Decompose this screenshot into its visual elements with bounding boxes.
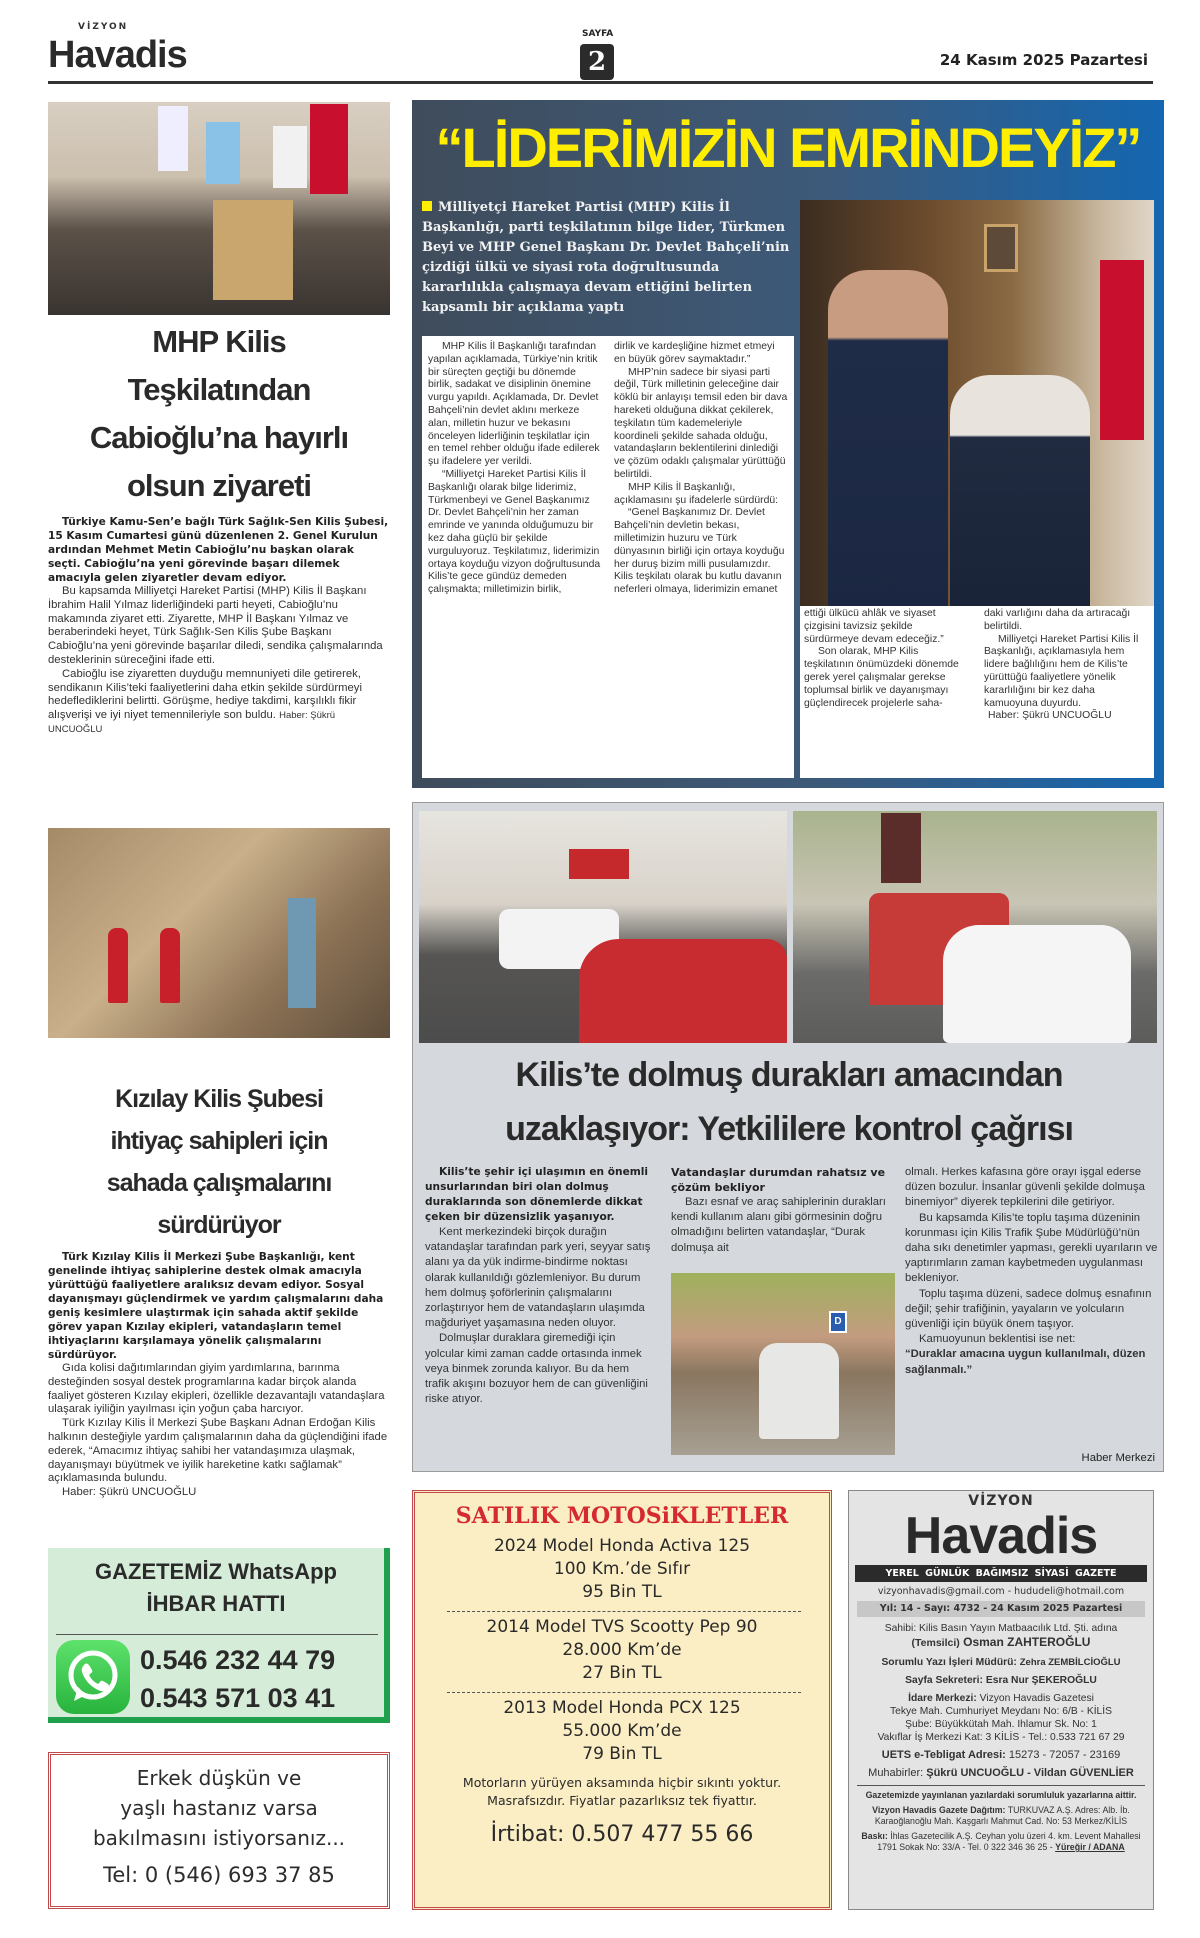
union-banner	[206, 122, 240, 184]
ad-phone[interactable]: Tel: 0 (546) 693 37 85	[103, 1863, 335, 1887]
headline-line: sahada çalışmalarını	[106, 1169, 332, 1197]
moto-note	[415, 1774, 829, 1810]
story-paragraph: “Genel Başkanımız Dr. Devlet Bahçeli’nin devletin bekası, milletimizin huzuru ve Türk dünyasının birliği için ortaya koyduğu her duruş bizim milli pusulamızdır. Kilis teşkilatı olarak bu kutlu davanın neferleri olmaya, liderimizin emanet	[614, 507, 785, 596]
story-paragraph	[48, 668, 390, 737]
headline-line: sürdürüyor	[157, 1211, 281, 1239]
feature-article	[412, 100, 1164, 788]
owner-name: Osman ZAHTEROĞLU	[963, 1635, 1091, 1649]
headline-line: Cabioğlu’na hayırlı	[89, 420, 349, 455]
issue-date: 24 Kasım 2025 Pazartesi	[939, 51, 1148, 69]
headline-line: olsun ziyareti	[126, 468, 312, 503]
divider	[56, 1634, 378, 1635]
care-ad	[48, 1752, 390, 1909]
meeting-table	[213, 200, 293, 300]
feature-photo	[800, 200, 1154, 606]
imprint-logo: Havadis	[904, 1507, 1098, 1565]
story-paragraph: MHP Kilis İl Başkanlığı tarafından yapılan açıklamada, Türkiye’nin kritik bir süreçten geçtiği bu dönemde birlik, sadakat ve disiplinin önemine vurgu yapıldı. Açıklamada, Dr. Devlet Bahçeli’nin devlet aklını merkeze alan, milletin huzur ve bekasını önceleyen liderliğinin teşkilatlar için en temel rehber olduğu ifade edilerek şu ifadelere yer verildi.	[428, 341, 600, 468]
moto-price: 79 Bin TL	[582, 1744, 662, 1764]
story-paragraph: Son olarak, MHP Kilis teşkilatının önümüzdeki dönemde gerek yerel çalışmalar gerekse toplumsal birlik ve dayanışmayı güçlendirecek projelerle saha-	[804, 646, 959, 709]
kizilay-story	[48, 1250, 390, 1500]
street-photo	[419, 811, 787, 1043]
mhp-visit-story	[48, 515, 390, 737]
story-paragraph: Gıda kolisi dağıtımlarından giyim yardımlarına, barınma desteğinden sosyal destek programlarına kadar birçok alanda faaliyet gösteren Kızılay ekipleri, özellikle dezavantajlı vatandaşlara ulaşarak iyiliğin yayılması için yoğun çaba harcıyor.	[48, 1362, 385, 1416]
uets-value: 15273 - 72057 - 23169	[1008, 1749, 1121, 1761]
person-standing	[828, 270, 948, 606]
dashed-divider	[447, 1611, 801, 1612]
story-paragraph: Bu kapsamda Milliyetçi Hareket Partisi (MHP) Kilis İl Başkanı İbrahim Halil Yılmaz liderliğindeki parti heyeti, Cabioğlu’nu makamında ziyaret etti. Ziyarette, MHP İl Başkanı Yılmaz ve beraberindeki heyet, Türk Sağlık-Sen Kilis Şube Başkanı Cabioğlu’na yeni görevinde başarılar diledi, sendika çalışmalarında desteklerinin süreceğini ifade etti.	[48, 585, 383, 666]
note-line: Motorların yürüyen aksamında hiçbir sıkıntı yoktur.	[462, 1775, 782, 1790]
story-lead: Türkiye Kamu-Sen’e bağlı Türk Sağlık-Sen Kilis Şubesi, 15 Kasım Cumartesi günü düzenlenen 2. Genel Kurulun ardından Mehmet Metin Cabioğlu’nu başkan olarak seçti. Cabioğlu’na yeni görevinde başarı dilemek amacıyla gelen ziyaretler devam ediyor.	[48, 516, 389, 584]
feature-columns	[422, 336, 794, 778]
moto-km: 28.000 Km’de	[562, 1640, 682, 1660]
masthead-rule	[48, 81, 1153, 84]
meeting-photo	[48, 102, 390, 315]
dashed-divider	[447, 1692, 801, 1693]
person-seated	[950, 375, 1090, 606]
note-line: Masrafsızdır. Fiyatlar pazarlıksız tek fiyattır.	[487, 1793, 757, 1808]
feature-col-4	[984, 608, 1150, 776]
page-label: SAYFA	[582, 29, 614, 39]
kizilay-photo	[48, 828, 390, 1038]
print-label: Baskı:	[861, 1831, 888, 1841]
story-paragraph: Bazı esnaf ve araç sahiplerinin durakları kendi kullanım alanı gibi görmesinin doğru olmadığını belirten vatandaşlar, “Durak dolmuşa ait	[671, 1196, 886, 1254]
title-line: GAZETEMİZ WhatsApp	[95, 1559, 337, 1584]
story-paragraph: daki varlığını daha da artıracağı belirtildi.	[984, 608, 1131, 632]
parked-car	[943, 925, 1131, 1043]
motorcycle-sale-ad	[412, 1490, 832, 1910]
bus-stop-sign-icon: D	[829, 1311, 847, 1333]
moto-model: 2024 Model Honda Activa 125	[493, 1536, 751, 1556]
owner-role: (Temsilci)	[911, 1637, 960, 1649]
reporters-names: Şükrü UNCUOĞLU - Vildan GÜVENLİER	[926, 1767, 1134, 1779]
story-paragraph: dirlik ve kardeşliğine hizmet etmeyi en büyük görev saymaktadır.”	[614, 341, 775, 365]
imprint-office	[855, 1692, 1147, 1744]
moto-listing	[415, 1697, 829, 1766]
bullet-icon	[422, 201, 432, 211]
paragraph-text: Cabioğlu ise ziyaretten duyduğu memnuniyeti dile getirerek, sendikanın Kilis’teki faaliyetlerini daha etkin şekilde sürdürmeyi hedeflediklerini belirtti. Görüşme, hediye takdimi, karşılıklı fikir alışverişi ve iyi niyet temennileriyle son buldu.	[48, 667, 362, 722]
story-paragraph: Dolmuşlar duraklara giremediği için yolcular kimi zaman cadde ortasında inmek veya binmek zorunda kalıyor. Bu da hem trafik akışını bozuyor hem de can güvenliğini riske atıyor.	[425, 1332, 648, 1406]
dolmus-col-1	[425, 1165, 653, 1407]
imprint-editor	[855, 1656, 1147, 1669]
moto-listing	[415, 1616, 829, 1685]
moto-km: 55.000 Km’de	[562, 1721, 682, 1741]
headline-line: MHP Kilis	[152, 324, 286, 359]
print-text: İhlas Gazetecilik A.Ş. Ceyhan yolu üzeri 4. km. Levent Mahallesi 1791 Sokak No: 33/A - Tel. 0 322 346 36 25 -	[877, 1831, 1141, 1852]
story-credit: Haber: Şükrü UNCUOĞLU	[48, 710, 336, 735]
restaurant-sign	[881, 813, 921, 883]
kizilay-worker	[108, 928, 128, 1003]
dolmus-article	[412, 802, 1164, 1472]
headline-line: Kilis’te dolmuş durakları amacından	[515, 1056, 1063, 1094]
imprint-slogan: YEREL GÜNLÜK BAĞIMSIZ SİYASİ GAZETE	[855, 1565, 1147, 1582]
headline-line: uzaklaşıyor: Yetkililere kontrol çağrısı	[505, 1110, 1073, 1148]
office-line: Şube: Büyükkütah Mah. Ihlamur Sk. No: 1	[905, 1719, 1097, 1730]
street-photo	[793, 811, 1157, 1043]
story-paragraph: Milliyetçi Hareket Partisi Kilis İl Başkanlığı, açıklamasıyla hem lidere bağlılığını hem de Kilis’te yürüttüğü faaliyetlere yönelik kararlılığını bir kez daha kamuoyuna duyurdu.	[984, 633, 1139, 709]
story-paragraph: ettiği ülkücü ahlâk ve siyaset çizgisini tavizsiz şekilde sürdürmeye devam edeceğiz.”	[804, 608, 944, 645]
print-city: Yüreğir / ADANA	[1055, 1842, 1125, 1852]
ad-line: yaşlı hastanız varsa	[120, 1796, 318, 1820]
editor-name: Zehra ZEMBİLCİOĞLU	[1019, 1657, 1121, 1668]
blue-door	[288, 898, 316, 1008]
turkish-flag-icon	[1100, 260, 1144, 440]
kizilay-worker	[160, 928, 180, 1003]
story-paragraph: Toplu taşıma düzeni, sadece dolmuş esnafının değil; şehir trafiğinin, yayaların ve yolcuların güvenliği için büyük önem taşıyor.	[905, 1287, 1152, 1331]
secretary-label: Sayfa Sekreteri:	[905, 1675, 983, 1686]
moto-price: 27 Bin TL	[582, 1663, 662, 1683]
whatsapp-ad	[48, 1548, 390, 1723]
imprint-owner	[855, 1622, 1147, 1651]
whatsapp-phone[interactable]: 0.543 571 03 41	[140, 1683, 336, 1713]
ad-line: Erkek düşkün ve	[136, 1766, 302, 1790]
ad-line: bakılmasını istiyorsanız...	[92, 1826, 346, 1850]
story-paragraph: “Milliyetçi Hareket Partisi Kilis İl Başkanlığı olarak bilge liderimiz, Türkmenbeyi ve Genel Başkanımız Dr. Devlet Bahçeli’nin her zaman emrinde ve yanında olduğumuzu bir kez daha güçlü bir şekilde vurguluyoruz. Teşkilatımız, liderimizin ortaya koyduğu vizyon doğrultusunda Kilis’te gece gündüz demeden çalışmakta; milletimizin birlik,	[428, 468, 601, 596]
office-line: Vakıflar İş Merkezi Kat: 3 KİLİS - Tel.: 0.533 721 67 29	[877, 1732, 1125, 1743]
feature-lead	[422, 198, 794, 330]
portrait-frame	[984, 224, 1018, 272]
story-credit: Haber Merkezi	[1081, 1452, 1155, 1464]
turkish-flag-icon	[310, 104, 348, 194]
title-line: İHBAR HATTI	[146, 1591, 286, 1616]
imprint-emails[interactable]: vizyonhavadis@gmail.com - hududeli@hotmail.com	[877, 1586, 1125, 1597]
office-label: İdare Merkezi:	[908, 1693, 977, 1704]
editor-label: Sorumlu Yazı İşleri Müdürü:	[881, 1657, 1017, 1668]
whatsapp-icon[interactable]	[56, 1640, 130, 1714]
reporters-label: Muhabirler:	[868, 1767, 924, 1779]
imprint-print	[855, 1831, 1147, 1853]
distribution-text: TURKUVAZ A.Ş. Adres: Alb. İb. Karaoğlanoğlu Mah. Kaşgarlı Mahmut Cad. No: 53 Merkez/KİLİS	[874, 1805, 1130, 1826]
imprint-box	[848, 1490, 1154, 1910]
dolmus-col-2	[671, 1165, 891, 1256]
story-paragraph: Kamuoyunun beklentisi ise net:	[919, 1333, 1076, 1346]
feature-col-3	[804, 608, 970, 776]
story-paragraph: Bu kapsamda Kilis’te toplu taşıma düzeninin korunması için Kilis Trafik Şube Müdürlüğü’nün daha sıkı denetimler yapması, gerekli uyarıların ve yaptırımların zaman kaybetmeden uygulanması bekleniyor.	[905, 1211, 1158, 1285]
mhp-visit-headline[interactable]	[48, 318, 390, 510]
shop-sign	[569, 849, 629, 879]
page-number: 2	[580, 44, 614, 80]
moto-ad-title: SATILIK MOTOSiKLETLER	[455, 1503, 789, 1529]
dolmus-van	[759, 1343, 839, 1439]
divider	[857, 1785, 1145, 1786]
imprint-disclaimer	[855, 1790, 1147, 1801]
disclaimer-text: Gazetemizde yayınlanan yazılardaki sorumluluk yazarlarına aittir.	[865, 1790, 1137, 1800]
feature-col-1	[428, 341, 602, 773]
story-lead: Türk Kızılay Kilis İl Merkezi Şube Başkanlığı, kent genelinde ihtiyaç sahiplerine destek olmak amacıyla yürüttüğü faaliyetlere aralıksız devam ediyor. Sosyal dayanışmayı güçlendirmek ve yardım çalışmalarını daha geniş kesimlere ulaştırmak için sahada aktif şekilde görev yapan Kızılay ekipleri, vatandaşların temel ihtiyaçlarını karşılamaya yönelik çalışmalarını sürdürüyor.	[48, 1251, 384, 1361]
feature-col-2	[614, 341, 788, 773]
owner-label: Sahibi: Kilis Basın Yayın Matbaacılık Ltd. Şti. adına	[884, 1623, 1118, 1634]
imprint-uets	[855, 1749, 1147, 1762]
logo-vizyon: VİZYON	[78, 22, 129, 32]
feature-columns-lower	[800, 606, 1154, 778]
moto-listing	[415, 1535, 829, 1604]
story-paragraph: MHP Kilis İl Başkanlığı, açıklamasını şu ifadelerle sürdürdü:	[614, 481, 779, 506]
dolmus-headline[interactable]	[413, 1048, 1165, 1156]
whatsapp-ad-title	[48, 1556, 384, 1620]
story-subhead: Vatandaşlar durumdan rahatsız ve çözüm bekliyor	[671, 1166, 886, 1194]
moto-model: 2013 Model Honda PCX 125	[503, 1698, 741, 1718]
whatsapp-phone[interactable]: 0.546 232 44 79	[140, 1645, 336, 1675]
union-banner	[158, 106, 188, 171]
dolmus-col-3	[905, 1165, 1159, 1378]
story-paragraph: Kent merkezindeki birçok durağın vatandaşlar tarafından park yeri, seyyar satış alanı ya da yük indirme-bindirme noktası olarak kullanıldığı gözlemleniyor. Bu durum hem dolmuş şoförlerinin çalışmalarını zorlaştırıyor hem de vatandaşların ulaşımda mağduriyet yaşamasına neden oluyor.	[425, 1226, 651, 1330]
headline-line: Teşkilatından	[127, 372, 311, 407]
moto-model: 2014 Model TVS Scootty Pep 90	[486, 1617, 758, 1637]
headline-line: Kızılay Kilis Şubesi	[115, 1085, 323, 1113]
office-line: Tekye Mah. Cumhuriyet Meydanı No: 6/B - KİLİS	[889, 1706, 1113, 1717]
moto-price: 95 Bin TL	[582, 1582, 662, 1602]
uets-label: UETS e-Tebligat Adresi:	[881, 1749, 1006, 1761]
distribution-label: Vizyon Havadis Gazete Dağıtım:	[872, 1805, 1006, 1815]
story-credit: Haber: Şükrü UNCUOĞLU	[62, 1486, 197, 1499]
masthead-logo[interactable]	[48, 22, 248, 80]
secretary-name: Esra Nur ŞEKEROĞLU	[985, 1675, 1097, 1686]
kizilay-headline[interactable]	[48, 1078, 390, 1246]
union-banner	[273, 126, 307, 188]
lead-text: Milliyetçi Hareket Partisi (MHP) Kilis İl Başkanlığı, parti teşkilatının bilge lider, Türkmen Beyi ve MHP Genel Başkanı Dr. Devlet Bahçeli’nin çizdiği ülkü ve siyasi rota doğrultusunda kararlılıkla çalışmaya devam ettiğini belirten kapsamlı bir açıklama yaptı	[422, 200, 790, 315]
moto-km: 100 Km.’de Sıfır	[553, 1559, 691, 1579]
story-lead: Kilis’te şehir içi ulaşımın en önemli unsurlarından biri olan dolmuş duraklarında son dönemlerde dikkat çeken bir düzensizlik yaşanıyor.	[425, 1166, 649, 1223]
headline-line: ihtiyaç sahipleri için	[110, 1127, 328, 1155]
office-name: Vizyon Havadis Gazetesi	[979, 1693, 1094, 1704]
imprint-secretary	[855, 1674, 1147, 1687]
feature-title[interactable]: “LİDERİMİZİN EMRİNDEYİZ”	[435, 116, 1141, 179]
van-photo	[671, 1273, 895, 1455]
imprint-distribution	[855, 1805, 1147, 1827]
imprint-logo-top: VİZYON	[968, 1493, 1034, 1509]
moto-contact-phone[interactable]: İrtibat: 0.507 477 55 66	[490, 1822, 754, 1847]
story-quote: “Duraklar amacına uygun kullanılmalı, düzen sağlanmalı.”	[905, 1348, 1146, 1376]
parked-car	[579, 939, 787, 1043]
story-paragraph: Türk Kızılay Kilis İl Merkezi Şube Başkanı Adnan Erdoğan Kilis halkının desteğiyle yardım çalışmalarının daha da güçlendiğini ifade ederek, “Amacımız ihtiyaç sahibi her vatandaşımıza ulaşmak, dayanışmayı büyütmek ve iyilik hareketine katkı sağlamak” açıklamasında bulundu.	[48, 1417, 388, 1485]
story-paragraph: MHP’nin sadece bir siyasi parti değil, Türk milletinin geleceğine dair köklü bir anlayışı temsil eden bir dava hareketi olduğuna dikkat çekilerek, teşkilatın tüm kademeleriyle koordineli şekilde sahada olduğu, vatandaşların beklentilerini dinlediği ve çözüm odaklı çalışmalar yürüttüğü belirtildi.	[614, 366, 788, 480]
imprint-reporters	[855, 1767, 1147, 1780]
story-credit: Haber: Şükrü UNCUOĞLU	[988, 710, 1112, 722]
imprint-issue: Yıl: 14 - Sayı: 4732 - 24 Kasım 2025 Pazartesi	[857, 1601, 1145, 1617]
story-paragraph: olmalı. Herkes kafasına göre orayı işgal ederse düzen bozulur. İnsanlar güvenli şekilde dolmuşa binemiyor” diyerek tepkilerini dile getiriyor.	[905, 1166, 1145, 1209]
logo-havadis: Havadis	[48, 34, 187, 76]
